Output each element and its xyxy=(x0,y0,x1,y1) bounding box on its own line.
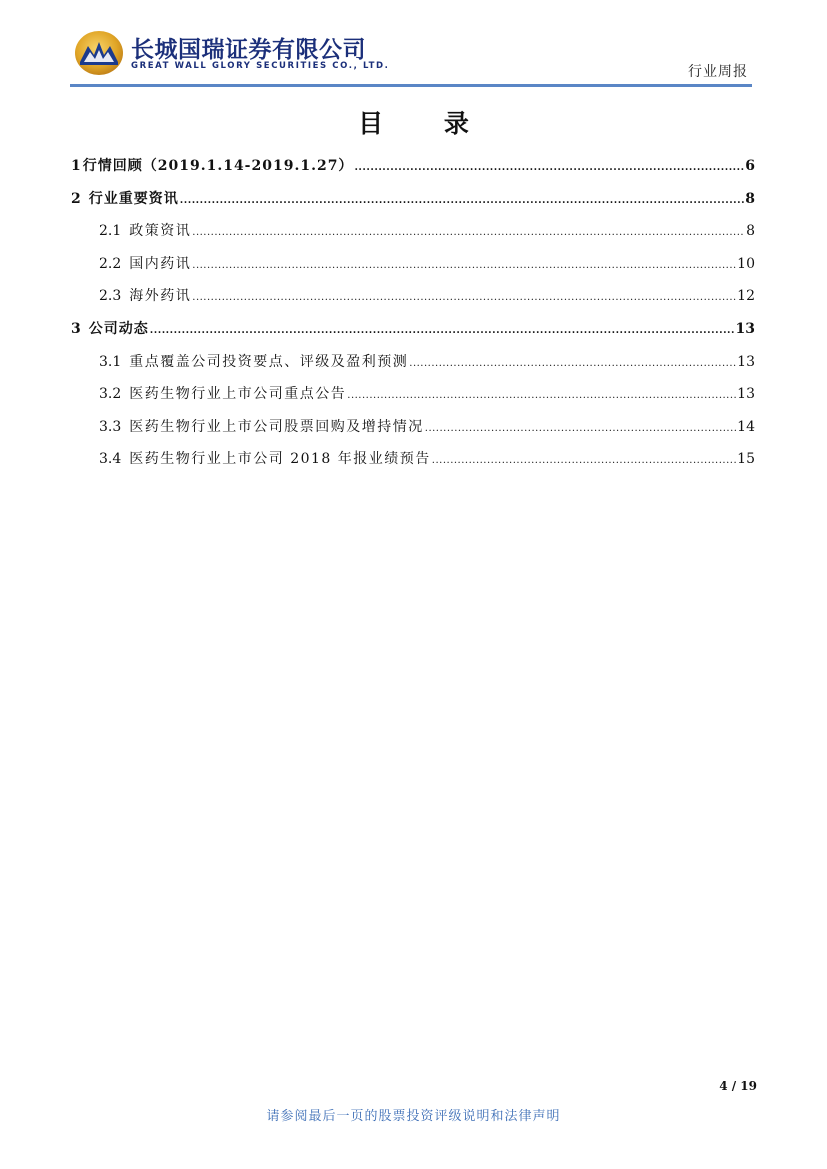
great-wall-glory-logo-icon xyxy=(73,28,125,76)
toc-entry-page: 14 xyxy=(737,418,755,435)
toc-entry-page: 12 xyxy=(737,288,755,305)
toc-entry[interactable] xyxy=(71,351,755,384)
toc-entry[interactable] xyxy=(71,318,755,351)
toc-dot-leader xyxy=(180,196,745,206)
toc-entry-page: 10 xyxy=(737,255,755,272)
toc-dot-leader xyxy=(192,228,745,238)
toc-entry-number: 3.4 xyxy=(99,451,122,468)
toc-entry-number: 2.2 xyxy=(99,255,122,272)
toc-entry-label: 重点覆盖公司投资要点、评级及盈利预测 xyxy=(129,353,409,370)
toc-entry[interactable] xyxy=(71,155,755,188)
toc-entry-page: 13 xyxy=(737,353,755,370)
page-header xyxy=(0,0,827,90)
toc-dot-leader xyxy=(354,163,744,173)
toc-dot-leader xyxy=(409,359,736,369)
footer-disclaimer: 请参阅最后一页的股票投资评级说明和法律声明 xyxy=(266,1109,561,1124)
toc-entry-page: 15 xyxy=(737,451,755,468)
toc-entry[interactable] xyxy=(71,416,755,449)
toc-entry-number: 3.3 xyxy=(99,418,122,435)
toc-entry-page: 6 xyxy=(745,158,755,174)
toc-dot-leader xyxy=(192,261,736,271)
toc-entry[interactable] xyxy=(71,383,755,416)
toc-entry-number: 2.3 xyxy=(99,288,122,305)
toc-entry-label: 行业重要资讯 xyxy=(88,190,179,207)
toc-entry[interactable] xyxy=(71,188,755,221)
toc-entry-page: 8 xyxy=(745,190,755,207)
toc-entry[interactable] xyxy=(71,448,755,481)
toc-dot-leader xyxy=(425,424,736,434)
toc-title: 目 录 xyxy=(358,109,495,138)
toc-entry-label: 医药生物行业上市公司 2018 年报业绩预告 xyxy=(129,451,431,468)
toc-entry-page: 8 xyxy=(746,223,755,240)
table-of-contents xyxy=(71,155,755,481)
report-type-label: 行业周报 xyxy=(688,64,748,80)
toc-dot-leader xyxy=(347,391,736,401)
page-number: 4 / 19 xyxy=(719,1079,757,1093)
toc-entry-label: 医药生物行业上市公司股票回购及增持情况 xyxy=(129,418,424,435)
toc-entry-label: 公司动态 xyxy=(88,320,149,337)
toc-entry[interactable] xyxy=(71,253,755,286)
toc-entry-number: 3 xyxy=(71,320,81,337)
toc-entry[interactable] xyxy=(71,220,755,253)
toc-entry-label: 国内药讯 xyxy=(129,255,192,272)
toc-dot-leader xyxy=(432,456,736,466)
toc-entry-page: 13 xyxy=(735,320,755,337)
toc-dot-leader xyxy=(150,326,735,336)
toc-entry-label: 海外药讯 xyxy=(129,288,192,305)
header-divider xyxy=(70,84,752,87)
toc-entry-number: 3.2 xyxy=(99,386,122,403)
toc-entry-number: 1 xyxy=(71,158,81,174)
toc-entry-label: 医药生物行业上市公司重点公告 xyxy=(129,386,347,403)
toc-entry-label: 政策资讯 xyxy=(129,223,192,240)
toc-entry-number: 3.1 xyxy=(99,353,122,370)
company-name-en: GREAT WALL GLORY SECURITIES CO., LTD. xyxy=(131,61,390,71)
toc-entry-number: 2.1 xyxy=(99,223,122,240)
company-name-cn: 长城国瑞证券有限公司 xyxy=(131,37,366,63)
toc-entry-number: 2 xyxy=(71,190,81,207)
toc-entry-page: 13 xyxy=(737,386,755,403)
toc-dot-leader xyxy=(192,293,736,303)
toc-entry[interactable] xyxy=(71,285,755,318)
toc-entry-label: 行情回顾（2019.1.14-2019.1.27） xyxy=(82,158,354,174)
